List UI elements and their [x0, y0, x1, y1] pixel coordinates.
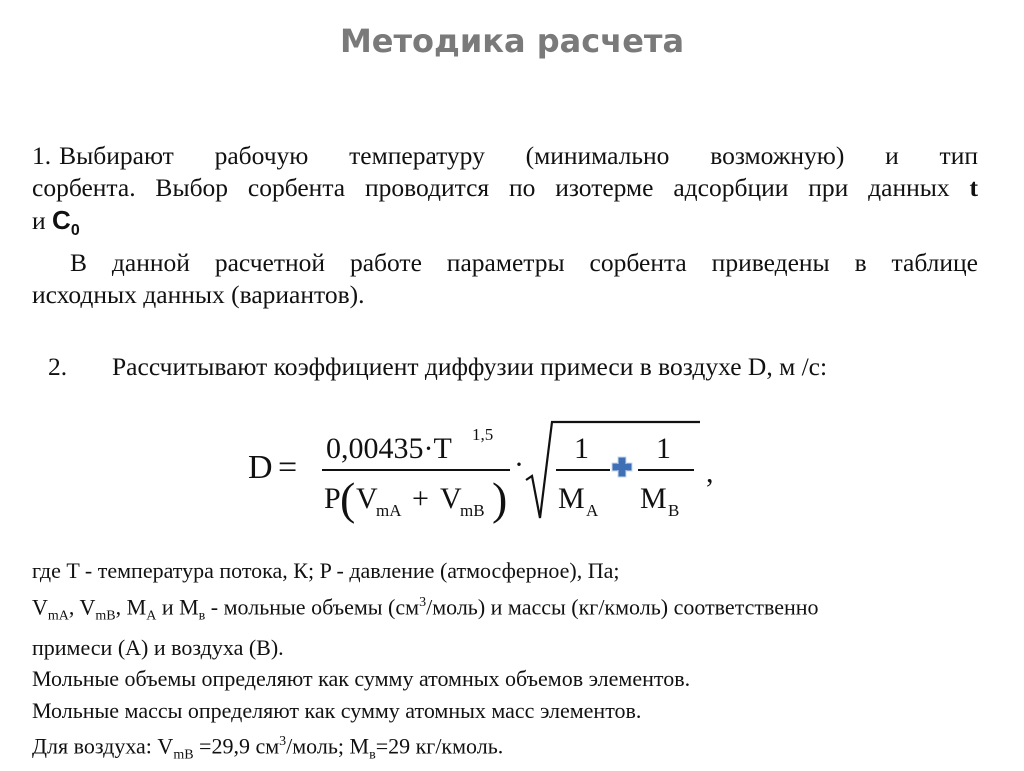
formula-equals: =: [278, 449, 298, 486]
formula-den-v1: V: [356, 482, 378, 515]
formula-paren-left: (: [340, 473, 356, 524]
slide-title: Методика расчета: [339, 22, 685, 60]
notes-line-6: Для воздуха: $V_{mB} =29,9$ $см^3$/моль; $M_в=29$ кг/кмоль.: [32, 733, 504, 763]
notes-line-5: Мольные массы определяют как сумму атомных масс элементов.: [32, 697, 642, 723]
notes-line-2: $V_{mA}$, $V_{mB}$, $M_A$ и $M_в$ - мольные объемы $(см^3/моль)$ и массы (кг/кмоль) соответственно: [32, 593, 819, 624]
formula-one-b: 1: [656, 432, 671, 465]
formula-den-p: P: [324, 482, 341, 515]
notes-line-3: примеси (А) и воздуха (В).: [32, 634, 284, 660]
step-2-paragraph: 2. Рассчитывают коэффициент диффузии примеси в воздухе D, м /с:: [48, 352, 828, 381]
formula-sub-b: B: [668, 501, 680, 520]
formula-sub-mb: mB: [460, 501, 485, 520]
step-1-line-2: сорбента. Выбор сорбента проводится по изотерме адсорбции при данных t: [32, 173, 979, 202]
formula-exponent: 1,5: [472, 425, 494, 444]
step-1-indent-line-1: В данной расчетной работе параметры сорбента приведены в таблице: [70, 248, 978, 278]
notes-line-4: Мольные объемы определяют как сумму атомных объемов элементов.: [32, 666, 691, 692]
formula-m-b: M: [640, 482, 667, 515]
formula-one-a: 1: [574, 432, 589, 465]
formula-den-plus: +: [412, 482, 429, 515]
formula-svg: [248, 418, 748, 528]
formula-den-v2: V: [440, 482, 462, 515]
notes-line-1: где T - температура потока, К; P - давление (атмосферное), Па;: [32, 558, 620, 583]
formula-numerator: 0,00435·T: [326, 432, 452, 465]
formula-dot: ·: [514, 448, 524, 481]
formula-m-a: M: [558, 482, 585, 515]
plus-icon: [612, 457, 632, 477]
formula-comma: ,: [706, 456, 714, 489]
formula-sub-a: A: [586, 501, 599, 520]
formula-paren-right: ): [492, 473, 508, 524]
notes-block: [32, 555, 992, 771]
formula-lhs: D: [248, 449, 273, 486]
step-1-paragraph: [32, 140, 978, 311]
formula-sub-ma: mA: [376, 501, 402, 520]
step-1-line-1: 1. Выбирают рабочую температуру (минимально возможную) и тип: [32, 141, 978, 170]
diffusion-formula: [248, 418, 748, 528]
step-1-indent-line-2: исходных данных (вариантов).: [32, 280, 365, 310]
step-1-line-3: и $C_0$: [32, 205, 80, 240]
